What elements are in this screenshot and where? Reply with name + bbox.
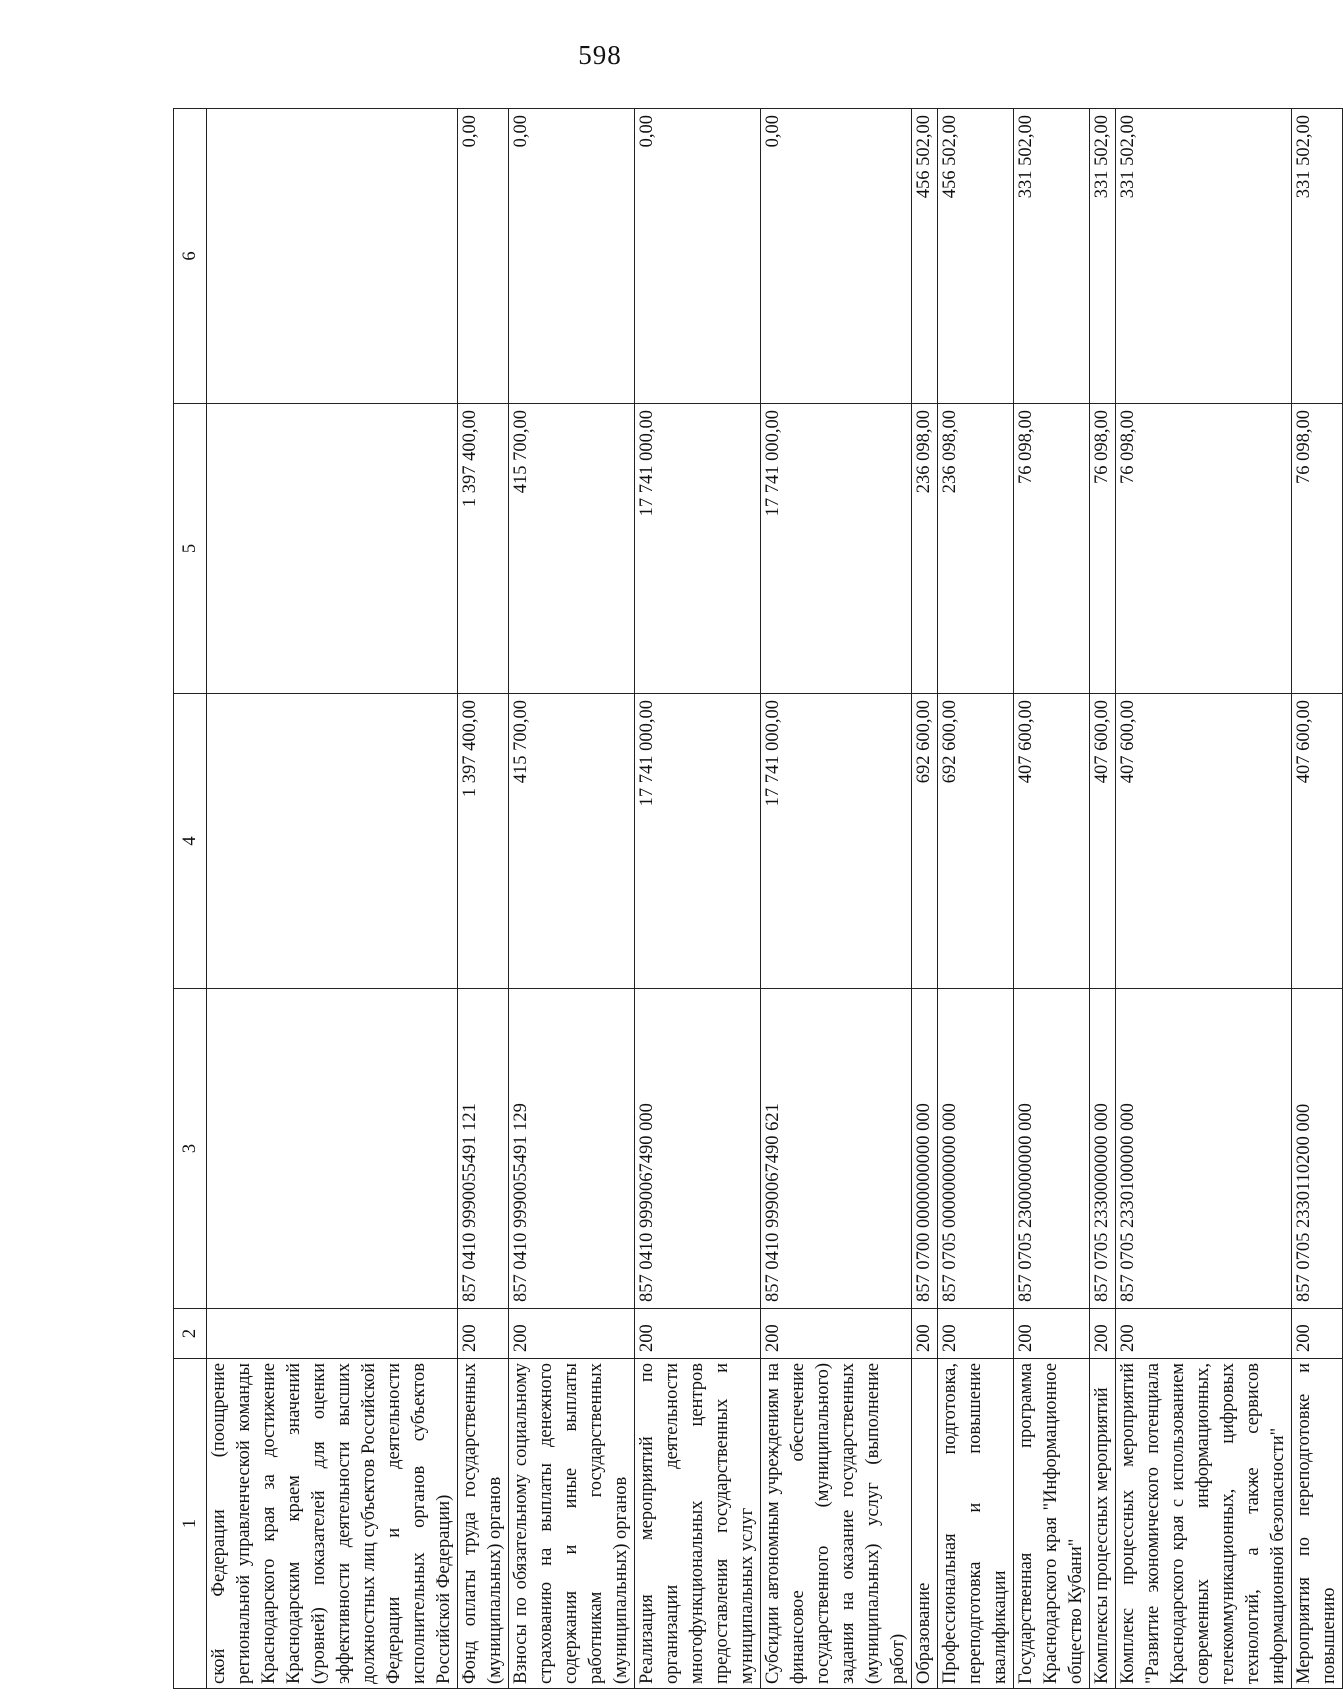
row-kbk-cell: 857 0705 0000000000 000 — [938, 989, 1014, 1309]
table-row — [938, 109, 1014, 1689]
row-code-cell: 200 — [938, 1309, 1014, 1359]
table-row — [912, 109, 938, 1689]
row-kbk-cell: 857 0410 9990055491 121 — [458, 989, 509, 1309]
row-kbk-cell: 857 0410 9990067490 000 — [635, 989, 761, 1309]
table-row — [635, 109, 761, 1689]
column-header: 5 — [174, 404, 207, 694]
row-value-col6 — [207, 109, 458, 404]
table-row — [458, 109, 509, 1689]
row-value-col5: 76 098,00 — [1116, 404, 1292, 694]
table-row — [1292, 109, 1343, 1689]
row-name-cell: ской Федерации (поощрение региональной управленческой команды Краснодарского края за достижение Краснодарским краем значений (уровней) показателей для оценки эффективности деятельности высших должностных лиц субъектов Российской Федерации и деятельности исполнительных органов субъектов Российской Федерации) — [207, 1359, 458, 1689]
row-code-cell: 200 — [912, 1309, 938, 1359]
row-value-col5: 17 741 000,00 — [761, 404, 912, 694]
page-number: 598 — [578, 40, 622, 70]
row-code-cell: 200 — [509, 1309, 635, 1359]
table-row — [1116, 109, 1292, 1689]
row-value-col5: 76 098,00 — [1292, 404, 1343, 694]
row-code-cell: 200 — [761, 1309, 912, 1359]
row-kbk-cell: 857 0705 2330100000 000 — [1116, 989, 1292, 1309]
column-header: 6 — [174, 109, 207, 404]
row-name-cell: Образование — [912, 1359, 938, 1689]
row-code-cell — [207, 1309, 458, 1359]
row-value-col5: 17 741 000,00 — [635, 404, 761, 694]
row-value-col6: 331 502,00 — [1292, 109, 1343, 404]
row-name-cell: Реализация мероприятий по организации деятельности многофункциональных центров предоставления государственных и муниципальных услуг — [635, 1359, 761, 1689]
row-kbk-cell: 857 0410 9990055491 129 — [509, 989, 635, 1309]
row-value-col4: 407 600,00 — [1090, 694, 1116, 989]
row-kbk-cell: 857 0410 9990067490 621 — [761, 989, 912, 1309]
row-kbk-cell — [207, 989, 458, 1309]
row-value-col5: 415 700,00 — [509, 404, 635, 694]
table-row — [207, 109, 458, 1689]
table-row — [1014, 109, 1090, 1689]
row-name-cell: Мероприятия по переподготовке и повышению — [1292, 1359, 1343, 1689]
row-value-col5: 76 098,00 — [1090, 404, 1116, 694]
row-value-col4: 1 397 400,00 — [458, 694, 509, 989]
row-value-col5: 1 397 400,00 — [458, 404, 509, 694]
row-value-col4: 692 600,00 — [912, 694, 938, 989]
table-header-row — [174, 109, 207, 1689]
row-name-cell: Субсидии автономным учреждениям на финансовое обеспечение государственного (муниципального) задания на оказание государственных (муниципальных) услуг (выполнение работ) — [761, 1359, 912, 1689]
row-name-cell: Государственная программа Краснодарского края "Информационное общество Кубани" — [1014, 1359, 1090, 1689]
row-kbk-cell: 857 0705 2330000000 000 — [1090, 989, 1116, 1309]
row-value-col4: 407 600,00 — [1014, 694, 1090, 989]
row-value-col4: 407 600,00 — [1292, 694, 1343, 989]
row-kbk-cell: 857 0700 0000000000 000 — [912, 989, 938, 1309]
table-row — [509, 109, 635, 1689]
row-value-col5: 236 098,00 — [912, 404, 938, 694]
row-value-col4: 415 700,00 — [509, 694, 635, 989]
row-name-cell: Профессиональная подготовка, переподготовка и повышение квалификации — [938, 1359, 1014, 1689]
row-code-cell: 200 — [1292, 1309, 1343, 1359]
row-value-col6: 331 502,00 — [1014, 109, 1090, 404]
row-value-col5: 236 098,00 — [938, 404, 1014, 694]
row-value-col5: 76 098,00 — [1014, 404, 1090, 694]
row-value-col6: 0,00 — [458, 109, 509, 404]
row-value-col6: 456 502,00 — [938, 109, 1014, 404]
row-value-col4: 17 741 000,00 — [635, 694, 761, 989]
row-value-col6: 0,00 — [761, 109, 912, 404]
row-code-cell: 200 — [1116, 1309, 1292, 1359]
column-header: 2 — [174, 1309, 207, 1359]
budget-table-container — [173, 109, 1339, 1689]
row-value-col6: 0,00 — [635, 109, 761, 404]
row-code-cell: 200 — [1090, 1309, 1116, 1359]
column-header: 3 — [174, 989, 207, 1309]
row-value-col4: 17 741 000,00 — [761, 694, 912, 989]
table-row — [761, 109, 912, 1689]
row-name-cell: Взносы по обязательному социальному страхованию на выплаты денежного содержания и иные выплаты работникам государственных (муниципальных) органов — [509, 1359, 635, 1689]
table-row — [1090, 109, 1116, 1689]
row-kbk-cell: 857 0705 2330110200 000 — [1292, 989, 1343, 1309]
row-code-cell: 200 — [458, 1309, 509, 1359]
row-value-col4: 692 600,00 — [938, 694, 1014, 989]
row-name-cell: Фонд оплаты труда государственных (муниципальных) органов — [458, 1359, 509, 1689]
row-code-cell: 200 — [1014, 1309, 1090, 1359]
row-value-col6: 456 502,00 — [912, 109, 938, 404]
row-value-col6: 331 502,00 — [1090, 109, 1116, 404]
row-value-col5 — [207, 404, 458, 694]
row-value-col6: 331 502,00 — [1116, 109, 1292, 404]
row-name-cell: Комплекс процессных мероприятий "Развитие экономического потенциала Краснодарского края с использованием современных информационных, телекоммуникационных, цифровых технологий, а также сервисов информационной безопасности" — [1116, 1359, 1292, 1689]
row-value-col6: 0,00 — [509, 109, 635, 404]
row-value-col4: 407 600,00 — [1116, 694, 1292, 989]
column-header: 4 — [174, 694, 207, 989]
column-header: 1 — [174, 1359, 207, 1689]
row-name-cell: Комплексы процессных мероприятий — [1090, 1359, 1116, 1689]
row-kbk-cell: 857 0705 2300000000 000 — [1014, 989, 1090, 1309]
budget-table — [173, 108, 1343, 1689]
row-value-col4 — [207, 694, 458, 989]
row-code-cell: 200 — [635, 1309, 761, 1359]
